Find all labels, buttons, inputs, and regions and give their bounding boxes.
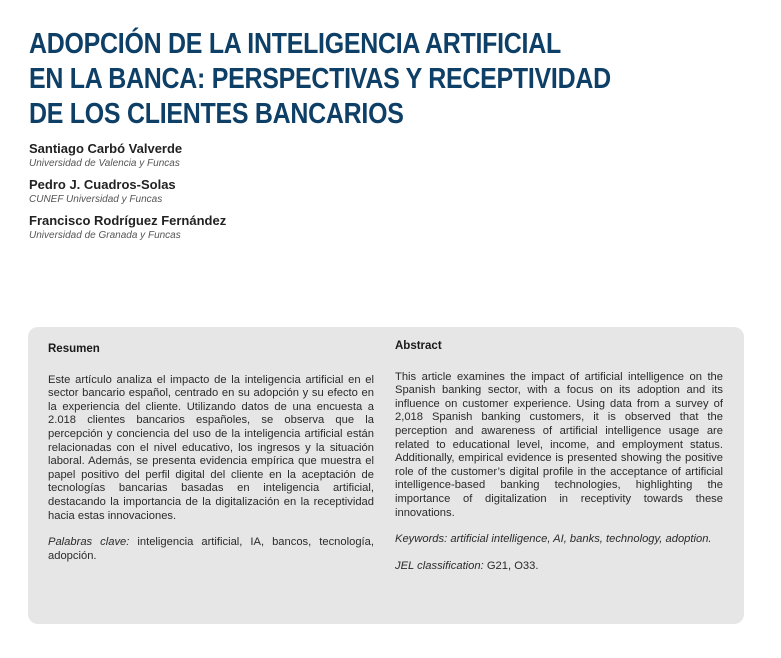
author-name: Francisco Rodríguez Fernández [29,213,227,228]
keywords-label: Palabras clave: [48,536,130,549]
abstract-body: This article examines the impact of artificial intelligence on the Spanish banking sector, with a focus on its adoption and its influence on customer experience. Using data from a survey of 2,018 Spanish banking customers, it is observed that the perception and awareness of artificial intelligence usage are related to educational level, income, and employment status. Additionally, empirical evidence is presented showing the positive role of the customer’s digital profile in the acceptance of artificial intelligence-based banking technologies, highlighting the importance of digitalization in receptivity towards these innovations. [395,370,723,519]
abstract-section [395,340,723,586]
author-list [29,141,226,249]
abstract-box [28,327,744,624]
abstract-keywords [395,533,723,547]
resumen-body: Este artículo analiza el impacto de la inteligencia artificial en el sector bancario español, centrado en su adopción y su efecto en la experiencia del cliente. Utilizando datos de una encuesta a 2.018 clientes bancarios españoles, se observa que la percepción y conciencia del uso de la inteligencia artificial están relacionadas con el nivel educativo, los ingresos y la situación laboral. Además, se presenta evidencia empírica que muestra el papel positivo del perfil digital del cliente en la aceptación de tecnologías bancarias basadas en inteligencia artificial, destacando la importancia de la digitalización en la receptividad hacia estas innovaciones. [48,373,374,522]
author-affiliation: Universidad de Granada y Funcas [29,230,181,241]
jel-value: G21, O33. [483,559,539,572]
keywords-value: inteligencia artificial, IA, bancos, tecnología, adopción. [48,536,374,562]
jel-label: JEL classification: [395,559,484,572]
jel-classification [395,560,723,574]
author-affiliation: CUNEF Universidad y Funcas [29,194,163,205]
keywords-value: artificial intelligence, AI, banks, technology, adoption. [447,533,712,546]
title-line-2: EN LA BANCA: PERSPECTIVAS Y RECEPTIVIDAD [29,63,611,95]
author-affiliation: Universidad de Valencia y Funcas [29,158,180,169]
author-name: Pedro J. Cuadros-Solas [29,177,176,192]
resumen-section [48,343,374,576]
resumen-heading: Resumen [48,343,100,355]
title-line-3: DE LOS CLIENTES BANCARIOS [29,98,404,130]
abstract-heading: Abstract [395,340,442,352]
resumen-keywords [48,536,374,563]
author-name: Santiago Carbó Valverde [29,141,183,156]
keywords-label: Keywords: [395,533,448,546]
article-title [29,27,665,132]
title-line-1: ADOPCIÓN DE LA INTELIGENCIA ARTIFICIAL [29,28,561,60]
